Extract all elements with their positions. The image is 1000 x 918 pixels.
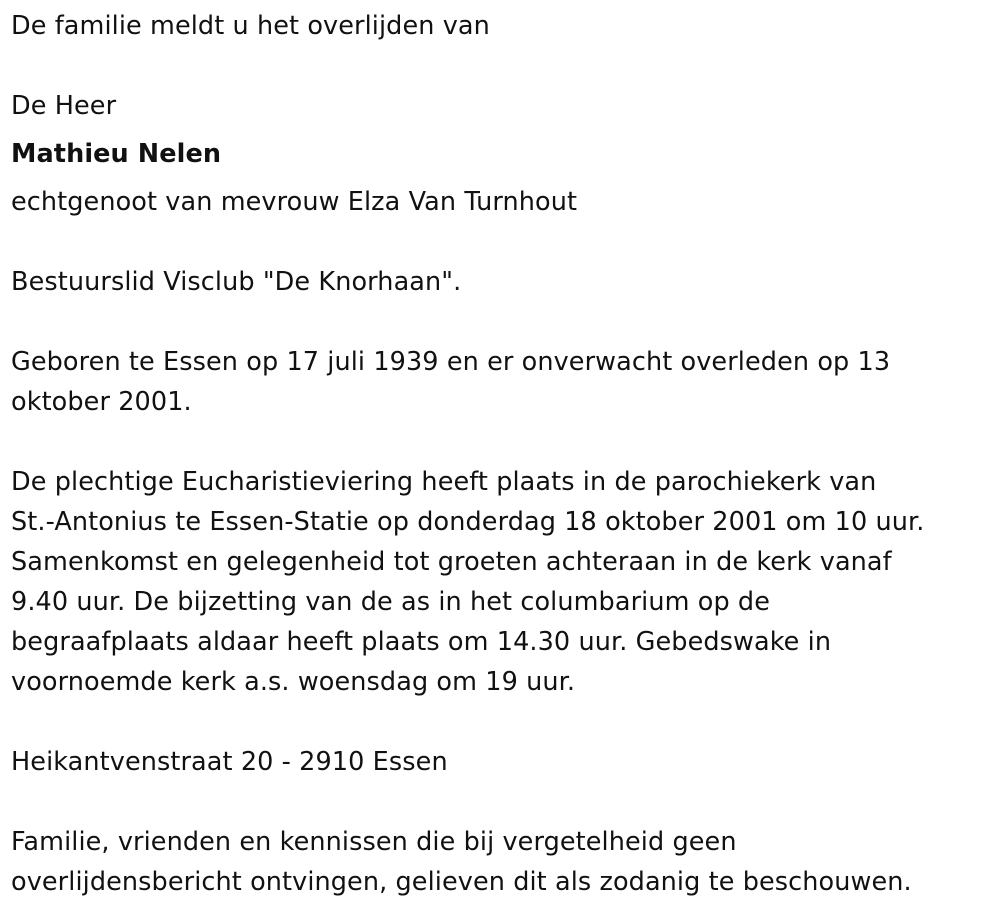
- service-line: voornoemde kerk a.s. woensdag om 19 uur.: [11, 667, 576, 697]
- spouse-text: echtgenoot van mevrouw Elza Van Turnhout: [11, 187, 578, 217]
- address-text: Heikantvenstraat 20 - 2910 Essen: [11, 747, 448, 777]
- service-line: St.-Antonius te Essen-Statie op donderdag 18 oktober 2001 om 10 uur.: [11, 507, 925, 537]
- intro-text: De familie meldt u het overlijden van: [11, 11, 490, 41]
- birth-paragraph: [11, 342, 991, 422]
- closing-line: Familie, vrienden en kennissen die bij vergetelheid geen: [11, 827, 737, 857]
- deceased-name: Mathieu Nelen: [11, 139, 222, 169]
- salutation: De Heer: [11, 91, 117, 121]
- service-line: begraafplaats aldaar heeft plaats om 14.30 uur. Gebedswake in: [11, 627, 832, 657]
- closing-paragraph: [11, 822, 991, 902]
- birth-line: oktober 2001.: [11, 387, 192, 417]
- closing-line: overlijdensbericht ontvingen, gelieven dit als zodanig te beschouwen.: [11, 867, 912, 897]
- service-line: De plechtige Eucharistieviering heeft plaats in de parochiekerk van: [11, 467, 877, 497]
- birth-line: Geboren te Essen op 17 juli 1939 en er onverwacht overleden op 13: [11, 347, 891, 377]
- club-text: Bestuurslid Visclub "De Knorhaan".: [11, 267, 462, 297]
- service-line: 9.40 uur. De bijzetting van de as in het columbarium op de: [11, 587, 771, 617]
- death-notice: [11, 6, 991, 902]
- service-paragraph: [11, 462, 991, 702]
- service-line: Samenkomst en gelegenheid tot groeten achteraan in de kerk vanaf: [11, 547, 892, 577]
